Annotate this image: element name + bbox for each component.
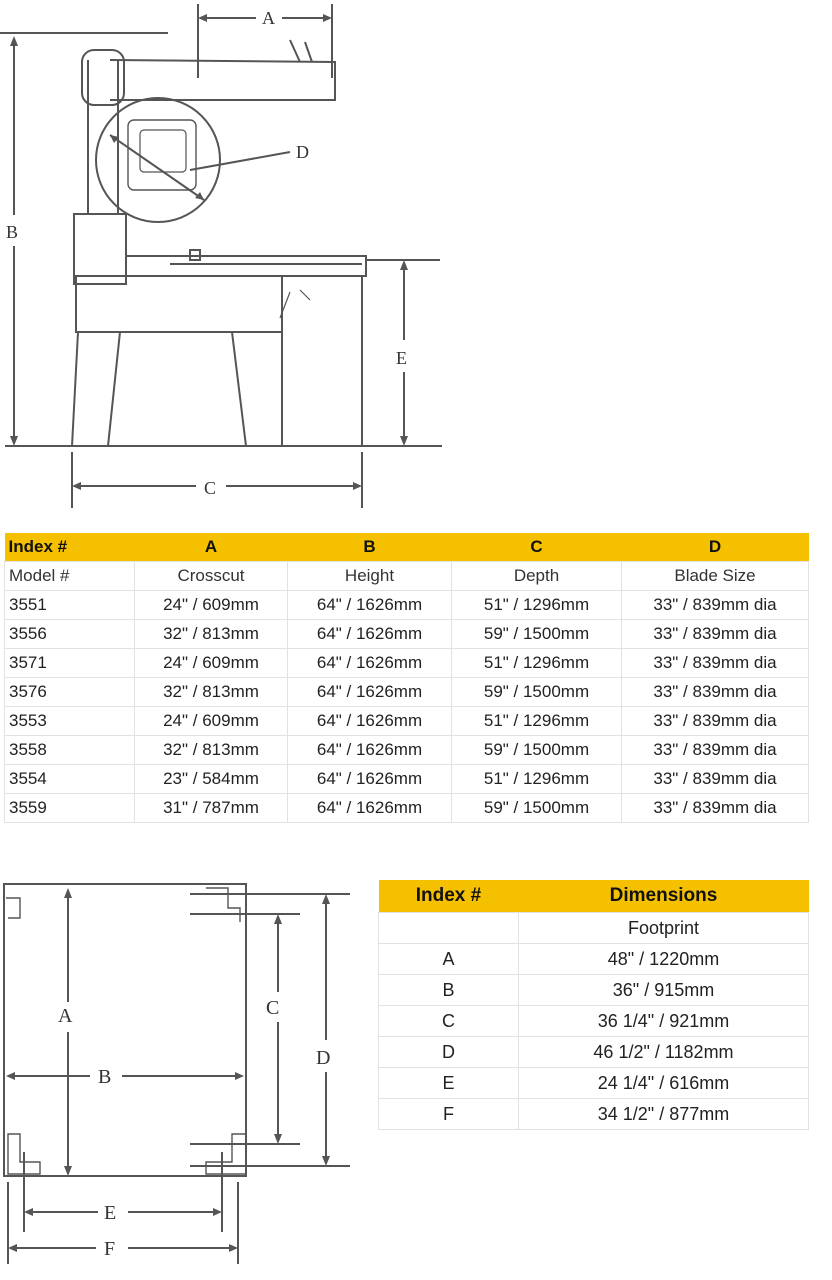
- header-b: B: [288, 533, 452, 562]
- blade-size-cell: 33" / 839mm dia: [622, 591, 809, 620]
- table-subheader-row: [379, 913, 809, 944]
- column-base: [74, 214, 126, 284]
- depth-cell: 51" / 1296mm: [452, 649, 622, 678]
- table-subheader-row: [5, 562, 809, 591]
- dimension-cell: 36" / 915mm: [519, 975, 809, 1006]
- depth-cell: 59" / 1500mm: [452, 620, 622, 649]
- dimension-cell: 24 1/4" / 616mm: [519, 1068, 809, 1099]
- model-cell: 3556: [5, 620, 135, 649]
- label-b: B: [98, 1066, 112, 1088]
- table-row: [5, 591, 809, 620]
- overarm-handle: [290, 40, 312, 62]
- table-row: [5, 765, 809, 794]
- index-cell: C: [379, 1006, 519, 1037]
- subheader-blade-size: Blade Size: [622, 562, 809, 591]
- crosscut-cell: 32" / 813mm: [135, 736, 288, 765]
- crosscut-cell: 31" / 787mm: [135, 794, 288, 823]
- overarm: [110, 60, 335, 100]
- dimension-cell: 34 1/2" / 877mm: [519, 1099, 809, 1130]
- foot-top-left: [6, 898, 20, 918]
- height-cell: 64" / 1626mm: [288, 794, 452, 823]
- label-c: C: [204, 478, 217, 498]
- table-row: [5, 707, 809, 736]
- index-cell: B: [379, 975, 519, 1006]
- index-cell: E: [379, 1068, 519, 1099]
- subheader-height: Height: [288, 562, 452, 591]
- label-c: C: [266, 997, 280, 1019]
- table-row: [379, 1006, 809, 1037]
- empty-cell: [379, 913, 519, 944]
- label-a: A: [262, 8, 275, 28]
- crosscut-cell: 32" / 813mm: [135, 678, 288, 707]
- dimension-cell: 46 1/2" / 1182mm: [519, 1037, 809, 1068]
- blade-size-cell: 33" / 839mm dia: [622, 707, 809, 736]
- table-top: [126, 256, 366, 276]
- index-cell: A: [379, 944, 519, 975]
- blade-size-cell: 33" / 839mm dia: [622, 649, 809, 678]
- height-cell: 64" / 1626mm: [288, 649, 452, 678]
- depth-cell: 51" / 1296mm: [452, 707, 622, 736]
- table-row: [5, 649, 809, 678]
- table-row: [5, 620, 809, 649]
- saw-dimension-drawing: [0, 0, 460, 520]
- depth-cell: 59" / 1500mm: [452, 794, 622, 823]
- model-cell: 3553: [5, 707, 135, 736]
- label-d: D: [316, 1047, 331, 1069]
- table-row: [5, 794, 809, 823]
- depth-cell: 51" / 1296mm: [452, 591, 622, 620]
- header-index: Index #: [379, 880, 519, 913]
- footprint-outline: [4, 884, 246, 1176]
- crosscut-cell: 23" / 584mm: [135, 765, 288, 794]
- blade-size-cell: 33" / 839mm dia: [622, 736, 809, 765]
- label-e: E: [396, 348, 407, 368]
- table-header-row: [5, 533, 809, 562]
- model-cell: 3559: [5, 794, 135, 823]
- height-cell: 64" / 1626mm: [288, 707, 452, 736]
- label-d: D: [296, 142, 309, 162]
- table-row: [379, 944, 809, 975]
- blade-size-cell: 33" / 839mm dia: [622, 794, 809, 823]
- index-cell: F: [379, 1099, 519, 1130]
- crosscut-cell: 24" / 609mm: [135, 591, 288, 620]
- blade-size-cell: 33" / 839mm dia: [622, 678, 809, 707]
- crosscut-cell: 24" / 609mm: [135, 649, 288, 678]
- model-cell: 3558: [5, 736, 135, 765]
- table-row: [379, 1037, 809, 1068]
- model-cell: 3571: [5, 649, 135, 678]
- subheader-crosscut: Crosscut: [135, 562, 288, 591]
- height-cell: 64" / 1626mm: [288, 591, 452, 620]
- footprint-dimension-drawing: [0, 872, 360, 1272]
- depth-cell: 51" / 1296mm: [452, 765, 622, 794]
- table-row: [379, 975, 809, 1006]
- model-cell: 3554: [5, 765, 135, 794]
- subheader-footprint: Footprint: [519, 913, 809, 944]
- header-a: A: [135, 533, 288, 562]
- right-leg: [232, 332, 282, 446]
- model-cell: 3551: [5, 591, 135, 620]
- left-leg: [72, 332, 120, 446]
- header-d: D: [622, 533, 809, 562]
- blade-circle: [96, 98, 220, 222]
- table-row: [379, 1099, 809, 1130]
- header-index: Index #: [5, 533, 135, 562]
- label-f: F: [104, 1238, 116, 1260]
- label-b: B: [6, 222, 19, 242]
- header-dimensions: Dimensions: [519, 880, 809, 913]
- footprint-table: [378, 880, 809, 1130]
- index-cell: D: [379, 1037, 519, 1068]
- table-header-row: [379, 880, 809, 913]
- depth-cell: 59" / 1500mm: [452, 736, 622, 765]
- foot-bottom-right: [206, 1134, 246, 1174]
- dimension-cell: 48" / 1220mm: [519, 944, 809, 975]
- label-a: A: [58, 1005, 73, 1027]
- blade-size-cell: 33" / 839mm dia: [622, 765, 809, 794]
- blade-size-cell: 33" / 839mm dia: [622, 620, 809, 649]
- subheader-model: Model #: [5, 562, 135, 591]
- height-cell: 64" / 1626mm: [288, 736, 452, 765]
- height-cell: 64" / 1626mm: [288, 678, 452, 707]
- height-cell: 64" / 1626mm: [288, 620, 452, 649]
- table-row: [379, 1068, 809, 1099]
- table-row: [5, 736, 809, 765]
- dimension-cell: 36 1/4" / 921mm: [519, 1006, 809, 1037]
- crosscut-cell: 32" / 813mm: [135, 620, 288, 649]
- table-row: [5, 678, 809, 707]
- height-cell: 64" / 1626mm: [288, 765, 452, 794]
- model-specs-table: [4, 533, 809, 823]
- depth-cell: 59" / 1500mm: [452, 678, 622, 707]
- model-cell: 3576: [5, 678, 135, 707]
- subheader-depth: Depth: [452, 562, 622, 591]
- label-e: E: [104, 1202, 117, 1224]
- header-c: C: [452, 533, 622, 562]
- crosscut-cell: 24" / 609mm: [135, 707, 288, 736]
